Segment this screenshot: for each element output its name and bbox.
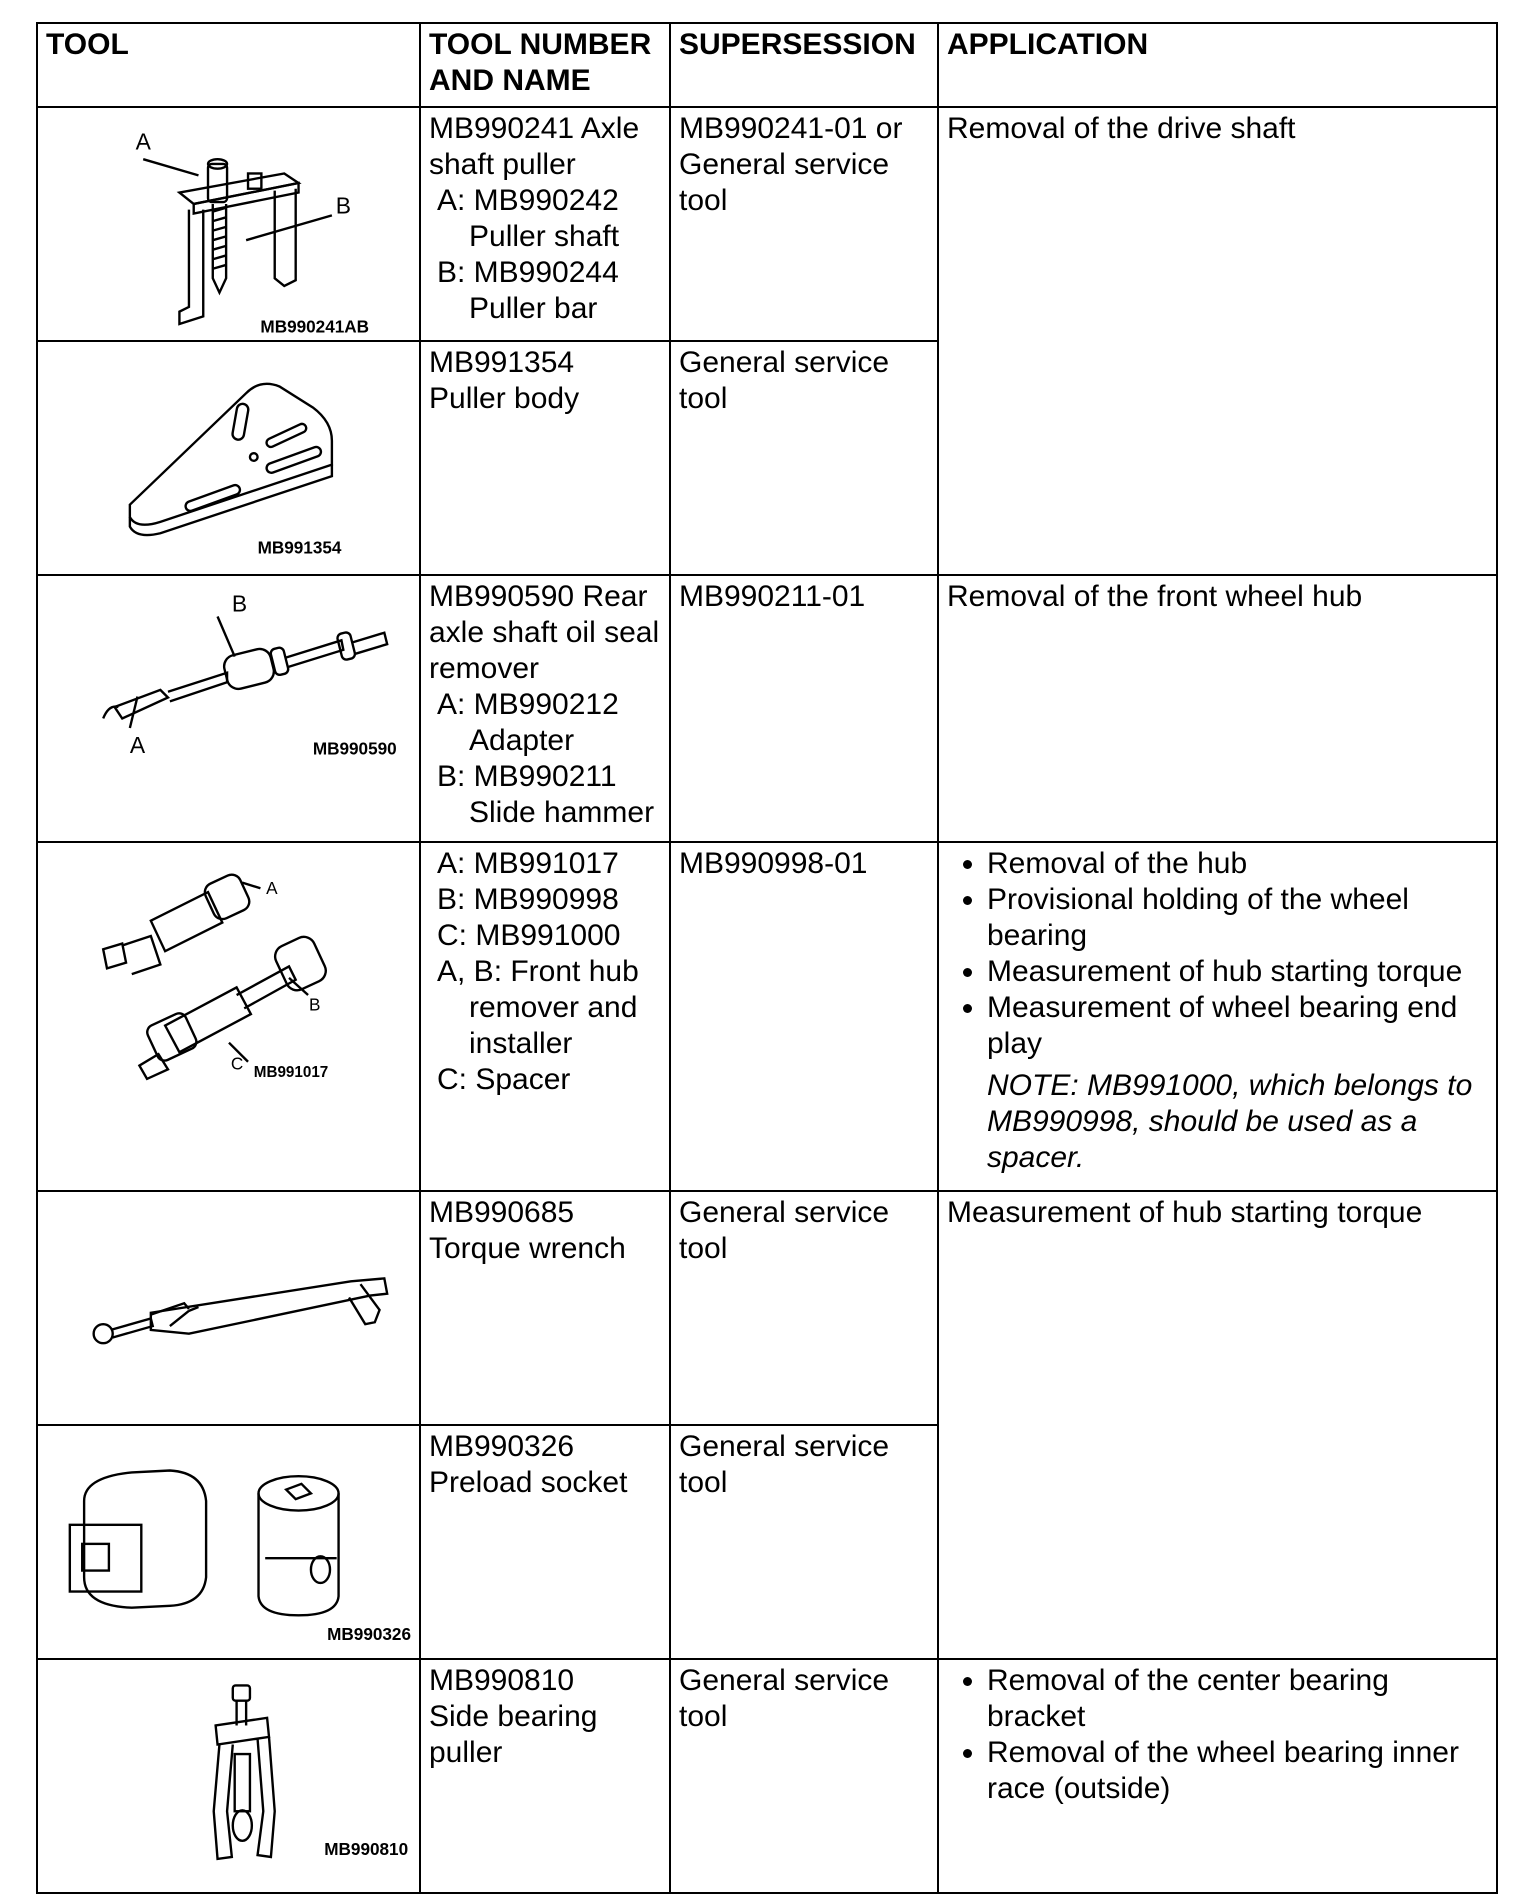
tool-name-line: MB991354 [429,346,575,379]
figure-code: MB990810 [324,1839,409,1860]
header-tool-number [420,23,670,107]
table-row [37,575,1497,842]
label-b: B [231,590,248,617]
tool-name-line: Torque wrench [429,1232,626,1265]
supersession-line: tool [679,382,728,415]
supersession-line: tool [679,1700,728,1733]
supersession-line: General service [679,1196,890,1229]
tool-figure-cell [37,1425,420,1659]
application-text: Removal of the drive shaft [947,112,1296,145]
tool-number-cell [420,341,670,575]
supersession-line: MB990998-01 [679,847,868,880]
preload-socket-illustration [46,1429,411,1654]
part-lead: A, B: Front hub [437,955,639,988]
part-lead: B: MB990211 [437,760,617,793]
front-hub-remover-illustration [46,846,411,1186]
label-b: B [335,192,351,219]
tool-figure-cell [37,575,420,842]
figure-code: MB990241AB [260,316,370,336]
header-tool-number-line2: AND NAME [429,64,591,97]
supersession-cell [670,575,938,842]
tool-name-line: MB990241 Axle [429,112,640,145]
tool-name-line: Side bearing [429,1700,598,1733]
figure-code: MB990590 [312,738,397,759]
tool-figure-cell [37,107,420,341]
application-cell [938,107,1497,575]
header-supersession: SUPERSESSION [670,23,938,107]
application-bullet: • Provisional holding of the wheel bearing [987,882,1488,954]
part-line: B: MB990998 [437,883,619,916]
puller-body-illustration [46,345,411,570]
tool-name-line: axle shaft oil seal [429,616,660,649]
supersession-line: General service [679,346,890,379]
part-a [429,687,661,759]
supersession-line: General service [679,1664,890,1697]
figure-code: MB990326 [327,1624,411,1645]
table-row [37,1659,1497,1893]
part-line: C: Spacer [437,1063,571,1096]
tool-number-cell [420,107,670,341]
part-cont: Slide hammer [469,796,655,829]
part-a [429,183,661,255]
application-text: Measurement of hub starting torque [947,1196,1423,1229]
part-cont: Puller shaft [469,220,620,253]
oil-seal-remover-illustration [46,579,411,837]
tool-figure-cell [37,842,420,1191]
part-combo [429,954,661,1062]
tool-figure-cell [37,1659,420,1893]
label-a: A [129,731,146,758]
application-bullet: • Measurement of hub starting torque [987,954,1488,990]
tool-name-line: Preload socket [429,1466,628,1499]
torque-wrench-illustration [46,1195,411,1420]
label-a: A [135,128,151,155]
special-tools-table [36,22,1498,1894]
label-a: A [266,878,278,899]
tool-number-cell [420,1659,670,1893]
figure-code: MB991017 [253,1063,329,1081]
tool-name-line: MB990326 [429,1430,575,1463]
supersession-cell [670,1191,938,1425]
part-cont: installer [469,1027,573,1060]
axle-shaft-puller-illustration [46,111,411,336]
tool-name-line: remover [429,652,540,685]
application-cell [938,575,1497,842]
supersession-line: General service [679,148,890,181]
part-cont: remover and [469,991,638,1024]
application-bullet: • Removal of the hub [987,846,1488,882]
header-tool-number-line1: TOOL NUMBER [429,28,652,61]
tool-name-line: MB990810 [429,1664,575,1697]
label-b: B [309,994,321,1015]
tool-number-cell [420,842,670,1191]
application-bullet: • Removal of the center bearing bracket [987,1663,1488,1735]
supersession-cell [670,842,938,1191]
tool-name-line: shaft puller [429,148,576,181]
table-header-row [37,23,1497,107]
tool-number-cell [420,1191,670,1425]
tool-figure-cell [37,341,420,575]
application-cell [938,1659,1497,1893]
label-c: C [230,1053,244,1074]
table-row [37,107,1497,341]
application-cell [938,842,1497,1191]
tool-name-line: MB990590 Rear [429,580,648,613]
tool-number-cell [420,1425,670,1659]
application-text: Removal of the front wheel hub [947,580,1363,613]
supersession-cell [670,341,938,575]
part-lead: A: MB990242 [437,184,619,217]
supersession-line: tool [679,184,728,217]
note-text: NOTE: MB991000, which belongs to MB990998, should be used as a spacer. [987,1069,1473,1174]
tool-number-cell [420,575,670,842]
tool-figure-cell [37,1191,420,1425]
supersession-cell [670,1425,938,1659]
table-row [37,842,1497,1191]
supersession-line: tool [679,1466,728,1499]
side-bearing-puller-illustration [46,1663,411,1888]
supersession-cell [670,107,938,341]
table-row [37,1191,1497,1425]
tool-name-line: MB990685 [429,1196,575,1229]
part-b [429,255,661,327]
part-b [429,759,661,831]
part-line: A: MB991017 [437,847,619,880]
figure-code: MB991354 [257,537,342,558]
part-cont: Adapter [469,724,575,757]
header-tool: TOOL [37,23,420,107]
supersession-line: tool [679,1232,728,1265]
part-lead: B: MB990244 [437,256,619,289]
tool-name-line: puller [429,1736,503,1769]
part-cont: Puller bar [469,292,598,325]
application-list [947,846,1488,1062]
application-bullet: • Removal of the wheel bearing inner race (outside) [987,1735,1488,1807]
part-lead: A: MB990212 [437,688,619,721]
supersession-line: MB990241-01 or [679,112,903,145]
supersession-cell [670,1659,938,1893]
header-application: APPLICATION [938,23,1497,107]
supersession-line: MB990211-01 [679,580,866,613]
application-cell [938,1191,1497,1659]
application-bullet: • Measurement of wheel bearing end play [987,990,1488,1062]
part-line: C: MB991000 [437,919,621,952]
tool-name-line: Puller body [429,382,580,415]
application-list [947,1663,1488,1807]
supersession-line: General service [679,1430,890,1463]
